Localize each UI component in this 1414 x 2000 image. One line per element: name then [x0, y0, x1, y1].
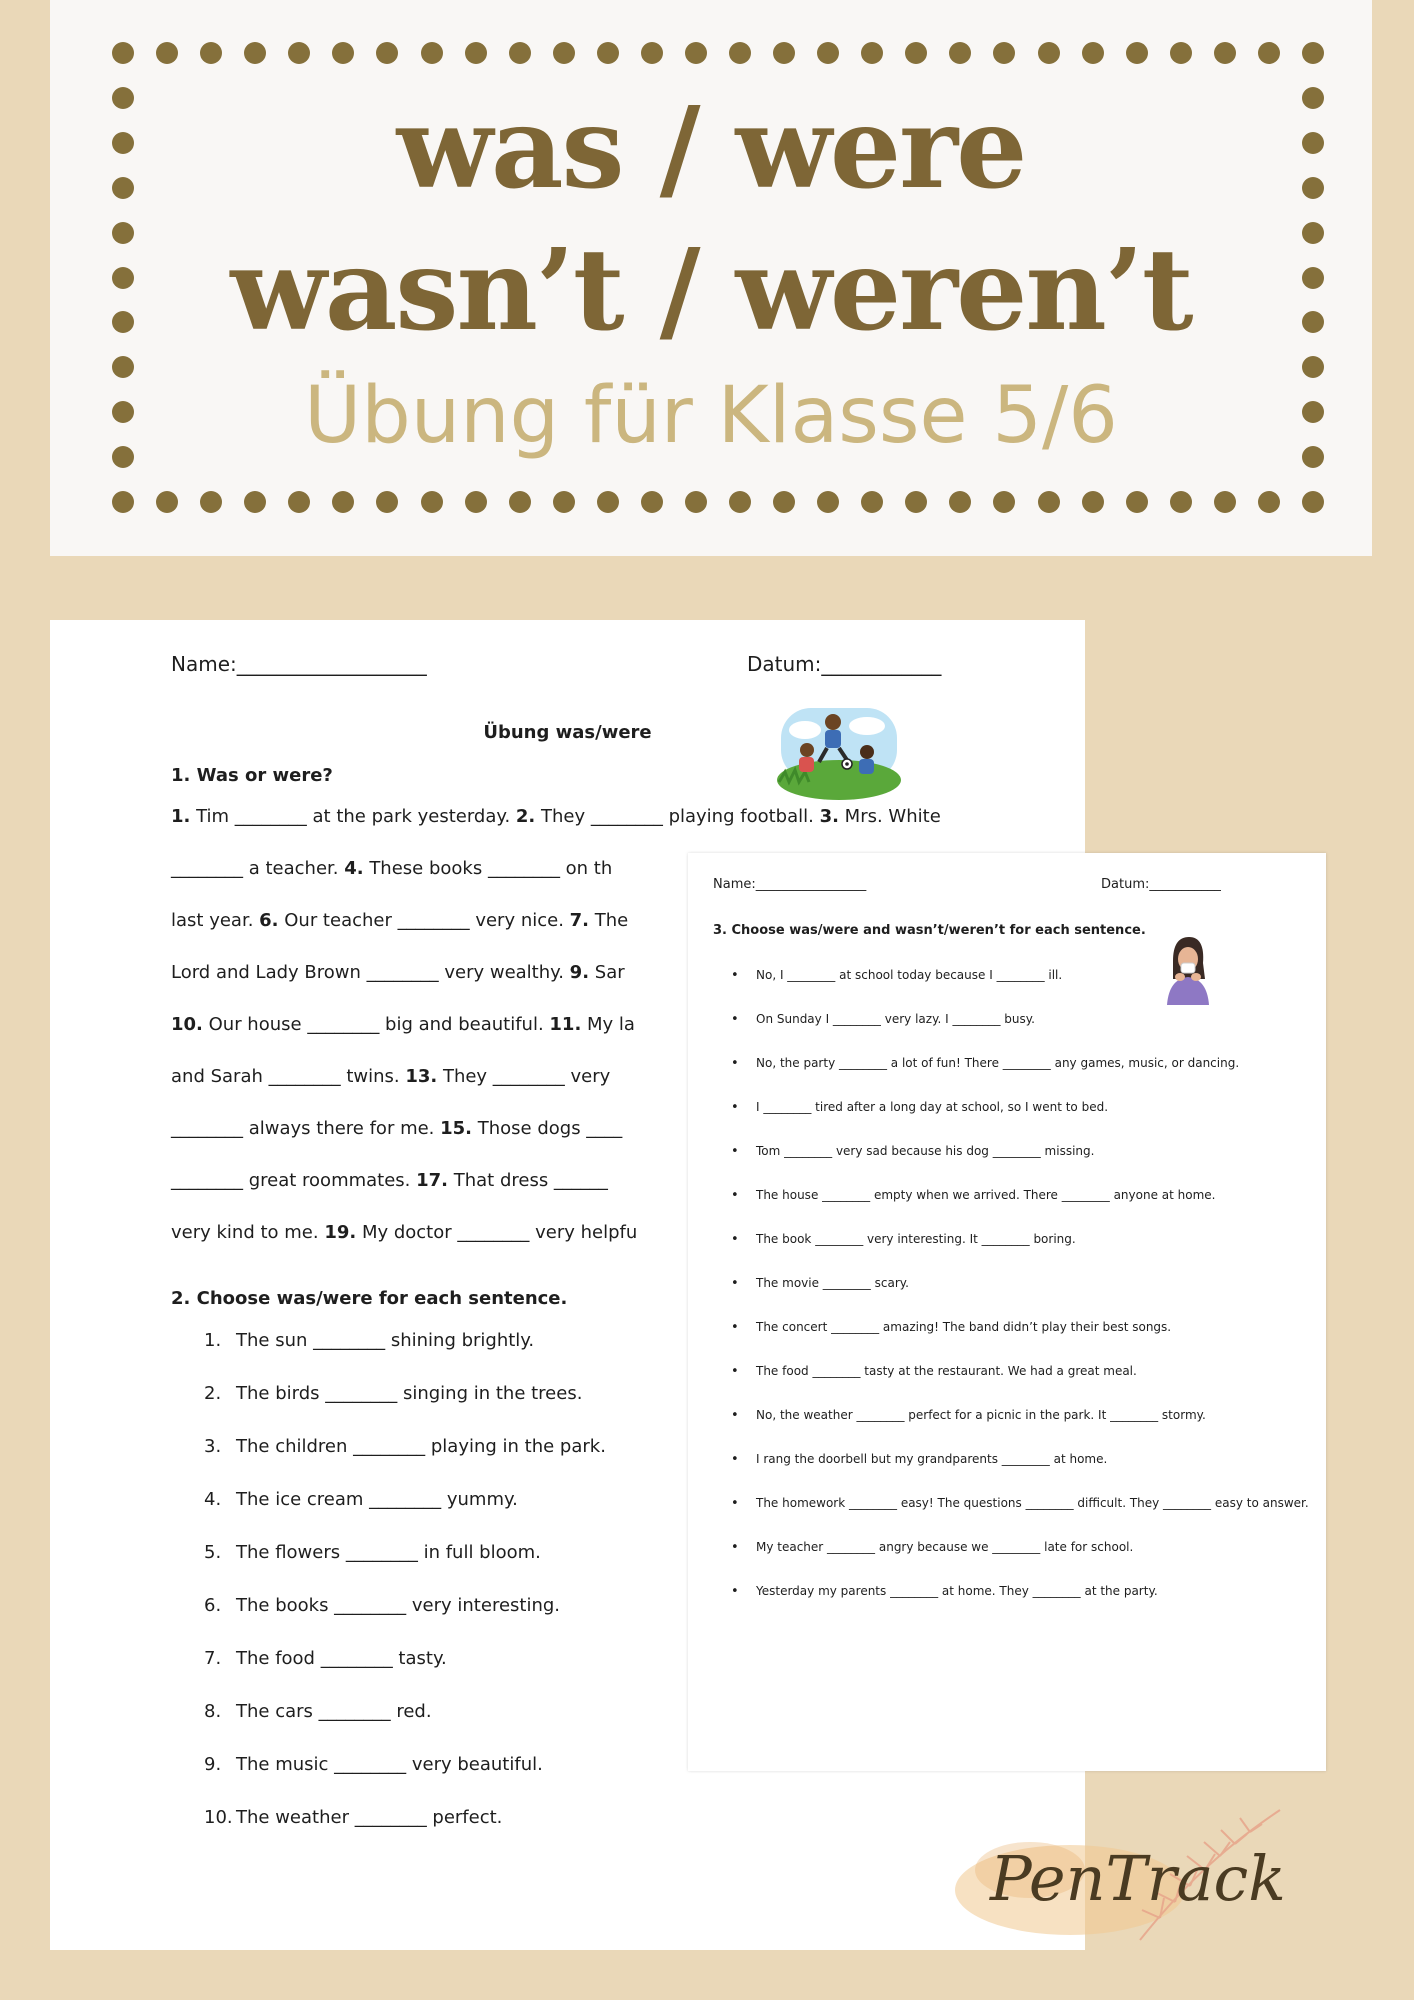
list-item-text: The food ________ tasty. [236, 1648, 447, 1669]
frame-dot [465, 491, 487, 513]
frame-dot [244, 491, 266, 513]
bullet-item: • I rang the doorbell but my grandparents ________ at home. [731, 1442, 1311, 1486]
exercise-number: 4. [344, 858, 364, 879]
frame-dot [376, 42, 398, 64]
list-item [204, 1489, 606, 1542]
frame-dot [729, 491, 751, 513]
exercise-text: The [589, 910, 629, 931]
list-item-text: The flowers ________ in full bloom. [236, 1542, 541, 1563]
exercise-number: 10. [171, 1014, 203, 1035]
frame-dot [421, 42, 443, 64]
bullet-item: • The homework ________ easy! The questions ________ difficult. They ________ easy to answer. [731, 1486, 1311, 1530]
list-item [204, 1330, 606, 1383]
name-field-label: Name:_________________ [713, 877, 867, 892]
frame-dot [156, 491, 178, 513]
list-item-text: The cars ________ red. [236, 1701, 432, 1722]
frame-dot [685, 42, 707, 64]
frame-dot [1214, 42, 1236, 64]
frame-dot [509, 42, 531, 64]
exercise-text: Sar [589, 962, 625, 983]
exercise-text-line [171, 858, 681, 910]
exercise-number: 17. [416, 1170, 449, 1191]
list-item-number: 7. [204, 1648, 222, 1669]
list-item [204, 1383, 606, 1436]
exercise-number: 9. [569, 962, 590, 983]
header-card [50, 0, 1372, 556]
frame-dot [641, 42, 663, 64]
list-item-text: The sun ________ shining brightly. [236, 1330, 535, 1351]
exercise-text: These books ________ on th [363, 858, 613, 879]
frame-dot [861, 42, 883, 64]
list-item [204, 1701, 606, 1754]
list-item-number: 9. [204, 1754, 222, 1775]
list-item [204, 1436, 606, 1489]
frame-dot [288, 42, 310, 64]
exercise-text: My la [581, 1014, 635, 1035]
section-3-title: 3. Choose was/were and wasn’t/weren’t for each sentence. [713, 923, 1146, 938]
frame-dot [465, 42, 487, 64]
bullet-item: • On Sunday I ________ very lazy. I ________ busy. [731, 1002, 1311, 1046]
frame-dot [376, 491, 398, 513]
frame-dot [1038, 491, 1060, 513]
exercise-text: and Sarah ________ twins. [171, 1066, 406, 1087]
frame-dot [421, 491, 443, 513]
frame-dot [729, 42, 751, 64]
exercise-number: 3. [819, 806, 839, 827]
list-item-number: 4. [204, 1489, 222, 1510]
frame-dot [993, 42, 1015, 64]
exercise-text-line [171, 910, 681, 962]
exercise-text-line [171, 1118, 681, 1170]
logo-text: PenTrack [990, 1842, 1286, 1915]
frame-dot [332, 491, 354, 513]
frame-dot [553, 491, 575, 513]
frame-dot [1038, 42, 1060, 64]
list-item-text: The music ________ very beautiful. [236, 1754, 543, 1775]
worksheet-title: Übung was/were [483, 722, 652, 743]
exercise-text: ________ great roommates. [171, 1170, 417, 1191]
frame-dot [1126, 491, 1148, 513]
frame-dot [861, 491, 883, 513]
list-item [204, 1542, 606, 1595]
exercise-text: ________ a teacher. [171, 858, 345, 879]
exercise-text-line [171, 1014, 681, 1066]
section-2-list [204, 1330, 606, 1860]
frame-dot [641, 491, 663, 513]
bullet-item: • The movie ________ scary. [731, 1266, 1311, 1310]
section-2-title: 2. Choose was/were for each sentence. [171, 1288, 568, 1309]
bullet-item: • The house ________ empty when we arrived. There ________ anyone at home. [731, 1178, 1311, 1222]
exercise-number: 11. [549, 1014, 582, 1035]
frame-dot [1170, 491, 1192, 513]
list-item-number: 5. [204, 1542, 222, 1563]
list-item [204, 1807, 606, 1860]
frame-dot [288, 491, 310, 513]
frame-dot [1170, 42, 1192, 64]
list-item-number: 1. [204, 1330, 222, 1351]
date-field-label: Datum:____________ [747, 652, 942, 676]
list-item-text: The weather ________ perfect. [236, 1807, 503, 1828]
exercise-text: Our house ________ big and beautiful. [202, 1014, 550, 1035]
frame-dot [200, 42, 222, 64]
frame-dot [156, 42, 178, 64]
frame-dot [905, 42, 927, 64]
list-item-number: 10. [204, 1807, 233, 1828]
frame-dot [597, 42, 619, 64]
worksheet-page-2 [688, 853, 1326, 1771]
frame-dot [1258, 491, 1280, 513]
exercise-text: Lord and Lady Brown ________ very wealthy. [171, 962, 570, 983]
bullet-item: • The concert ________ amazing! The band didn’t play their best songs. [731, 1310, 1311, 1354]
exercise-number: 19. [324, 1222, 357, 1243]
frame-dot [1258, 42, 1280, 64]
exercise-text: Those dogs ____ [472, 1118, 623, 1139]
frame-dot [112, 491, 134, 513]
bullet-item: • The food ________ tasty at the restaurant. We had a great meal. [731, 1354, 1311, 1398]
name-field-label: Name:___________________ [171, 652, 427, 676]
list-item-number: 6. [204, 1595, 222, 1616]
frame-dot [1082, 42, 1104, 64]
football-players-illustration [775, 700, 903, 800]
frame-dot [905, 491, 927, 513]
bullet-item: • The book ________ very interesting. It ________ boring. [731, 1222, 1311, 1266]
frame-dot [817, 491, 839, 513]
exercise-text: My doctor ________ very helpfu [356, 1222, 638, 1243]
title-line-1: was / were [396, 83, 1026, 214]
list-item-text: The birds ________ singing in the trees. [236, 1383, 583, 1404]
frame-dot [773, 491, 795, 513]
list-item-text: The books ________ very interesting. [236, 1595, 561, 1616]
bullet-item: • No, the party ________ a lot of fun! There ________ any games, music, or dancing. [731, 1046, 1311, 1090]
frame-dot [949, 42, 971, 64]
exercise-text: last year. [171, 910, 260, 931]
frame-dot [1214, 491, 1236, 513]
frame-dot [1126, 42, 1148, 64]
exercise-text-line [171, 806, 941, 858]
bullet-item: • Yesterday my parents ________ at home. They ________ at the party. [731, 1574, 1311, 1618]
frame-dot [332, 42, 354, 64]
list-item-number: 2. [204, 1383, 222, 1404]
list-item [204, 1754, 606, 1807]
exercise-text-line [171, 1222, 681, 1274]
exercise-text-line [171, 962, 681, 1014]
section-3-list [731, 958, 1311, 1618]
exercise-text: ________ always there for me. [171, 1118, 441, 1139]
title-line-2: wasn’t / weren’t [230, 225, 1192, 356]
frame-dot [509, 491, 531, 513]
frame-dot [553, 42, 575, 64]
bullet-item: • No, I ________ at school today because I ________ ill. [731, 958, 1311, 1002]
frame-dot [244, 42, 266, 64]
exercise-text: They ________ playing football. [535, 806, 820, 827]
frame-dot [993, 491, 1015, 513]
exercise-text-line [171, 1066, 681, 1118]
frame-dot [685, 491, 707, 513]
list-item-number: 8. [204, 1701, 222, 1722]
list-item [204, 1648, 606, 1701]
list-item [204, 1595, 606, 1648]
exercise-number: 15. [440, 1118, 473, 1139]
exercise-number: 1. [171, 806, 191, 827]
frame-dot [1302, 491, 1324, 513]
frame-dot [200, 491, 222, 513]
list-item-text: The ice cream ________ yummy. [236, 1489, 518, 1510]
bullet-item: • I ________ tired after a long day at school, so I went to bed. [731, 1090, 1311, 1134]
bullet-item: • My teacher ________ angry because we ________ late for school. [731, 1530, 1311, 1574]
section-1-title: 1. Was or were? [171, 765, 333, 786]
frame-dot [597, 491, 619, 513]
exercise-text-line [171, 1170, 681, 1222]
list-item-text: The children ________ playing in the park. [236, 1436, 606, 1457]
exercise-text: Mrs. White [838, 806, 941, 827]
frame-dot [1302, 42, 1324, 64]
exercise-number: 13. [405, 1066, 438, 1087]
frame-dot [1082, 491, 1104, 513]
exercise-number: 6. [259, 910, 279, 931]
exercise-text: very kind to me. [171, 1222, 325, 1243]
sick-girl-sneezing-illustration [1163, 933, 1211, 1005]
frame-dot [773, 42, 795, 64]
exercise-text: Our teacher ________ very nice. [278, 910, 570, 931]
list-item-number: 3. [204, 1436, 222, 1457]
pentrack-logo [950, 1790, 1310, 1950]
frame-dot [112, 42, 134, 64]
bullet-item: • No, the weather ________ perfect for a picnic in the park. It ________ stormy. [731, 1398, 1311, 1442]
bullet-item: • Tom ________ very sad because his dog ________ missing. [731, 1134, 1311, 1178]
exercise-number: 2. [515, 806, 536, 827]
exercise-text: Tim ________ at the park yesterday. [190, 806, 516, 827]
frame-dot [949, 491, 971, 513]
exercise-text: That dress ______ [448, 1170, 608, 1191]
exercise-number: 7. [569, 910, 590, 931]
frame-dot [817, 42, 839, 64]
exercise-text: They ________ very [437, 1066, 611, 1087]
subtitle: Übung für Klasse 5/6 [304, 371, 1118, 461]
date-field-label: Datum:___________ [1101, 877, 1221, 892]
